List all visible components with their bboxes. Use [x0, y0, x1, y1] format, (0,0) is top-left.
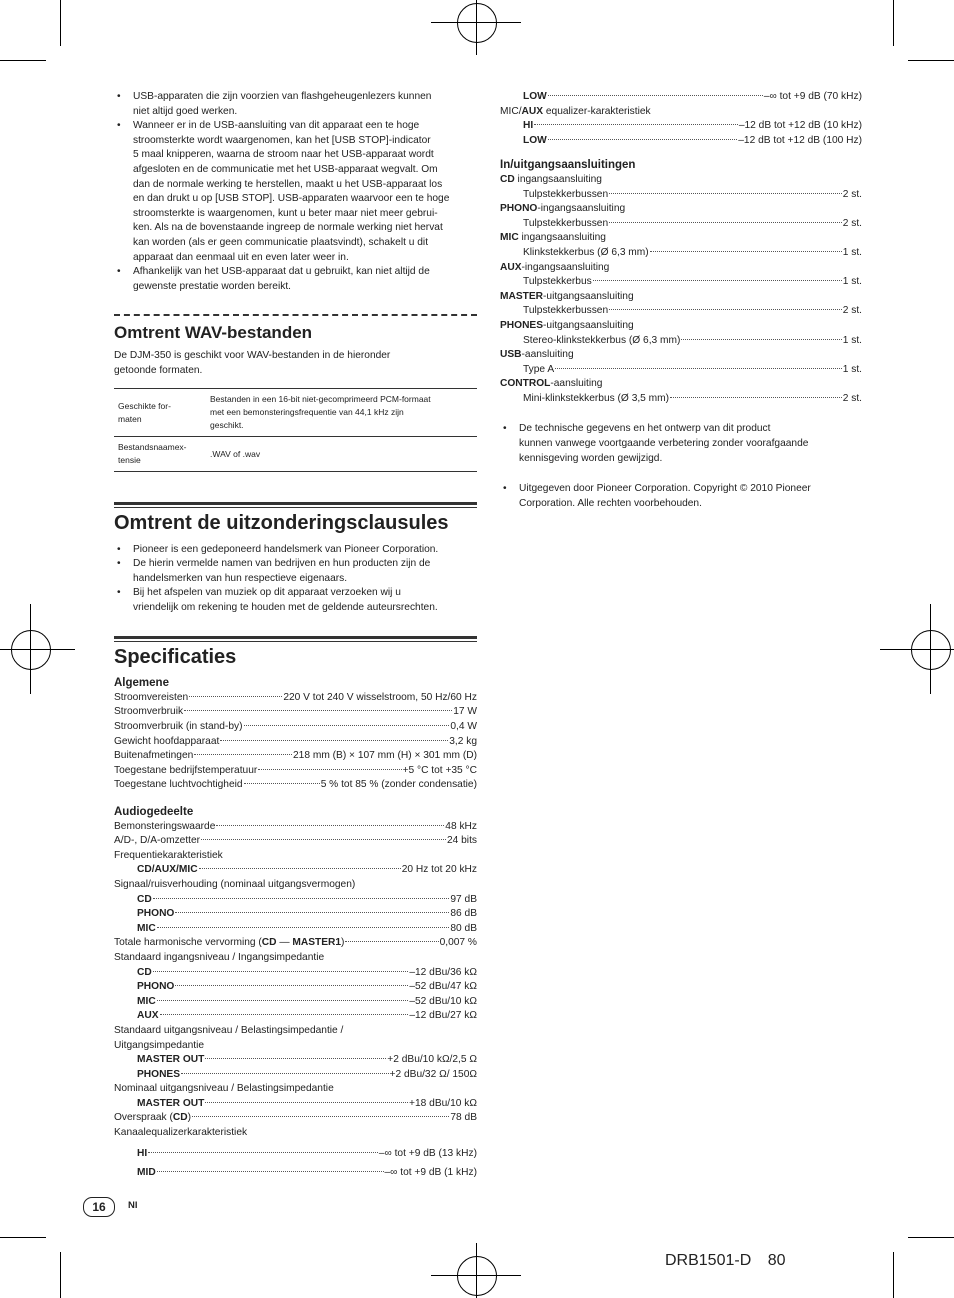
spec-row: CD –12 dBu/36 kΩ	[137, 966, 477, 978]
wav-intro: De DJM-350 is geschikt voor WAV-bestanden in de hieronder getoonde formaten.	[114, 349, 391, 376]
io-connector-label: MASTER-uitgangsaansluiting	[500, 290, 634, 302]
spec-group-label: Frequentiekarakteristiek	[114, 849, 223, 861]
spec-group-label: Kanaalequalizerkarakteristiek	[114, 1127, 248, 1139]
spec-row: Stereo-klinkstekkerbus (Ø 6,3 mm) 1 st.	[523, 334, 862, 346]
io-specs	[500, 173, 862, 407]
spec-row: Tulpstekkerbussen 2 st.	[523, 217, 862, 229]
wav-format-table	[114, 388, 477, 472]
spec-group-label: Nominaal uitgangsniveau / Belastingsimpedantie	[114, 1083, 334, 1095]
table-row	[114, 389, 477, 437]
spec-row: CD/AUX/MIC 20 Hz tot 20 kHz	[137, 864, 477, 876]
spec-row: Mini-klinkstekkerbus (Ø 3,5 mm) 2 st.	[523, 392, 862, 404]
spec-row: PHONES +2 dBu/32 Ω/ 150Ω	[137, 1068, 477, 1080]
io-specs-title: In/uitgangsaansluitingen	[500, 159, 636, 172]
spec-row: Tulpstekkerbus 1 st.	[523, 276, 862, 288]
audio-specs	[114, 820, 477, 1181]
spec-note-item: • Uitgegeven door Pioneer Corporation. Copyright © 2010 Pioneer Corporation. Alle rechten voorbehouden.	[500, 482, 862, 511]
heading-rule	[114, 636, 477, 642]
spec-row: LOW –12 dB tot +12 dB (100 Hz)	[523, 134, 862, 146]
language-code: Nl	[128, 1200, 138, 1211]
audio-specs-title: Audiogedeelte	[114, 806, 194, 818]
io-connector-label: MIC ingangsaansluiting	[500, 232, 606, 244]
spec-row: Stroomvereisten 220 V tot 240 V wisselstroom, 50 Hz/60 Hz	[114, 691, 477, 703]
spec-row: A/D-, D/A-omzetter 24 bits	[114, 835, 477, 847]
spec-group-label: Standaard uitgangsniveau / Belastingsimpedantie / Uitgangsimpedantie	[114, 1024, 344, 1051]
spec-notes-list	[500, 422, 862, 511]
heading-rule	[114, 502, 477, 508]
io-connector-label: USB-aansluiting	[500, 349, 574, 361]
section-divider	[114, 314, 477, 316]
spec-row: LOW –∞ tot +9 dB (70 kHz)	[523, 91, 862, 102]
spec-row: Gewicht hoofdapparaat 3,2 kg	[114, 735, 477, 747]
spec-row: MASTER OUT +18 dBu/10 kΩ	[137, 1097, 477, 1109]
page-number: 16	[83, 1197, 115, 1217]
usb-note-item: • USB-apparaten die zijn voorzien van flashgeheugenlezers kunnen niet altijd goed werken.	[114, 90, 477, 119]
spec-row: Tulpstekkerbussen 2 st.	[523, 305, 862, 317]
spec-note-item: • De technische gegevens en het ontwerp van dit product kunnen vanwege voortgaande verbetering zonder voorafgaande kennisgeving worden gewijzigd.	[500, 422, 862, 466]
general-specs	[114, 691, 477, 793]
spec-group-label: Signaal/ruisverhouding (nominaal uitgangsvermogen)	[114, 878, 356, 890]
table-key: Geschikte for- maten	[114, 389, 206, 437]
usb-note-item: • Afhankelijk van het USB-apparaat dat u gebruikt, kan niet altijd de gewenste prestatie worden bereikt.	[114, 265, 477, 294]
table-value: .WAV of .wav	[206, 437, 477, 472]
spec-row: Overspraak (CD) 78 dB	[114, 1112, 477, 1124]
exceptions-item: • Pioneer is een gedeponeerd handelsmerk van Pioneer Corporation.	[114, 543, 477, 558]
spec-row: HI –12 dB tot +12 dB (10 kHz)	[523, 120, 862, 132]
spec-row: Klinkstekkerbus (Ø 6,3 mm) 1 st.	[523, 246, 862, 258]
right-column	[500, 90, 862, 511]
general-specs-title: Algemene	[114, 677, 169, 690]
spec-row: PHONO –52 dBu/47 kΩ	[137, 981, 477, 993]
spec-row: PHONO 86 dB	[137, 908, 477, 920]
spec-row: AUX –12 dBu/27 kΩ	[137, 1010, 477, 1022]
exceptions-item: • Bij het afspelen van muziek op dit apparaat verzoeken wij u vriendelijk om rekening te houden met de geldende auteursrechten.	[114, 586, 477, 615]
io-connector-label: CD ingangsaansluiting	[500, 173, 602, 185]
document-id: DRB1501-D 80	[665, 1252, 786, 1269]
spec-row: HI –∞ tot +9 dB (13 kHz)	[137, 1147, 477, 1159]
spec-row: Buitenafmetingen 218 mm (B) × 107 mm (H) × 301 mm (D)	[114, 750, 477, 762]
table-value: Bestanden in een 16-bit niet-gecomprimeerd PCM-formaat met een bemonsteringsfrequentie van 44,1 kHz zijn geschikt.	[206, 389, 477, 437]
spec-row: Type A 1 st.	[523, 363, 862, 375]
spec-row: MIC 80 dB	[137, 922, 477, 934]
spec-row: MIC –52 dBu/10 kΩ	[137, 995, 477, 1007]
io-connector-label: PHONO-ingangsaansluiting	[500, 203, 626, 215]
io-connector-label: AUX-ingangsaansluiting	[500, 261, 610, 273]
usb-notes-list	[114, 90, 477, 294]
exceptions-list	[114, 543, 477, 616]
specs-title: Specificaties	[114, 645, 237, 668]
wav-section-title: Omtrent WAV-bestanden	[114, 323, 313, 343]
exceptions-item: • De hierin vermelde namen van bedrijven en hun producten zijn de handelsmerken van hun respectieve eigenaars.	[114, 557, 477, 586]
spec-row: CD 97 dB	[137, 893, 477, 905]
spec-row: Toegestane luchtvochtigheid 5 % tot 85 % (zonder condensatie)	[114, 779, 477, 791]
spec-row: Totale harmonische vervorming (CD — MASTER1) 0,007 %	[114, 937, 477, 949]
spec-row: Tulpstekkerbussen 2 st.	[523, 188, 862, 200]
left-column	[114, 90, 477, 1181]
spec-row: Toegestane bedrijfstemperatuur +5 °C tot +35 °C	[114, 764, 477, 776]
spec-group-label: Standaard ingangsniveau / Ingangsimpedantie	[114, 951, 325, 963]
spec-row: MID –∞ tot +9 dB (1 kHz)	[137, 1167, 477, 1179]
table-key: Bestandsnaamex- tensie	[114, 437, 206, 472]
io-connector-label: CONTROL-aansluiting	[500, 378, 603, 390]
usb-note-item: • Wanneer er in de USB-aansluiting van dit apparaat een te hoge stroomsterkte wordt waargenomen, kan het [USB STOP]-indicator 5 maal knipperen, waarna de stroom naar het USB-apparaat wordt afgesloten en de communicatie met het USB-apparaat wegvalt. Om dan de normale werking te herstellen, maakt u het USB-apparaat los en dan drukt u op [USB STOP]. USB-apparaten waarvoor een te hoge stroomsterkte is waargenomen, kunt u beter maar niet meer gebrui- ken. Als na de bovenstaande ingreep de normale werking niet hervat kan worden (als er geen communicatie plaatsvindt), schakelt u dit apparaat dan eenmaal uit en even later weer in.	[114, 119, 477, 265]
spec-row: Stroomverbruik 17 W	[114, 706, 477, 718]
spec-row: Stroomverbruik (in stand-by) 0,4 W	[114, 721, 477, 733]
spec-row: Bemonsteringswaarde 48 kHz	[114, 820, 477, 832]
io-connector-label: PHONES-uitgangsaansluiting	[500, 319, 634, 331]
spec-group-label: MIC/AUX equalizer-karakteristiek	[500, 105, 651, 117]
spec-row: MASTER OUT +2 dBu/10 kΩ/2,5 Ω	[137, 1054, 477, 1066]
exceptions-title: Omtrent de uitzonderingsclausules	[114, 512, 449, 535]
table-row	[114, 437, 477, 472]
